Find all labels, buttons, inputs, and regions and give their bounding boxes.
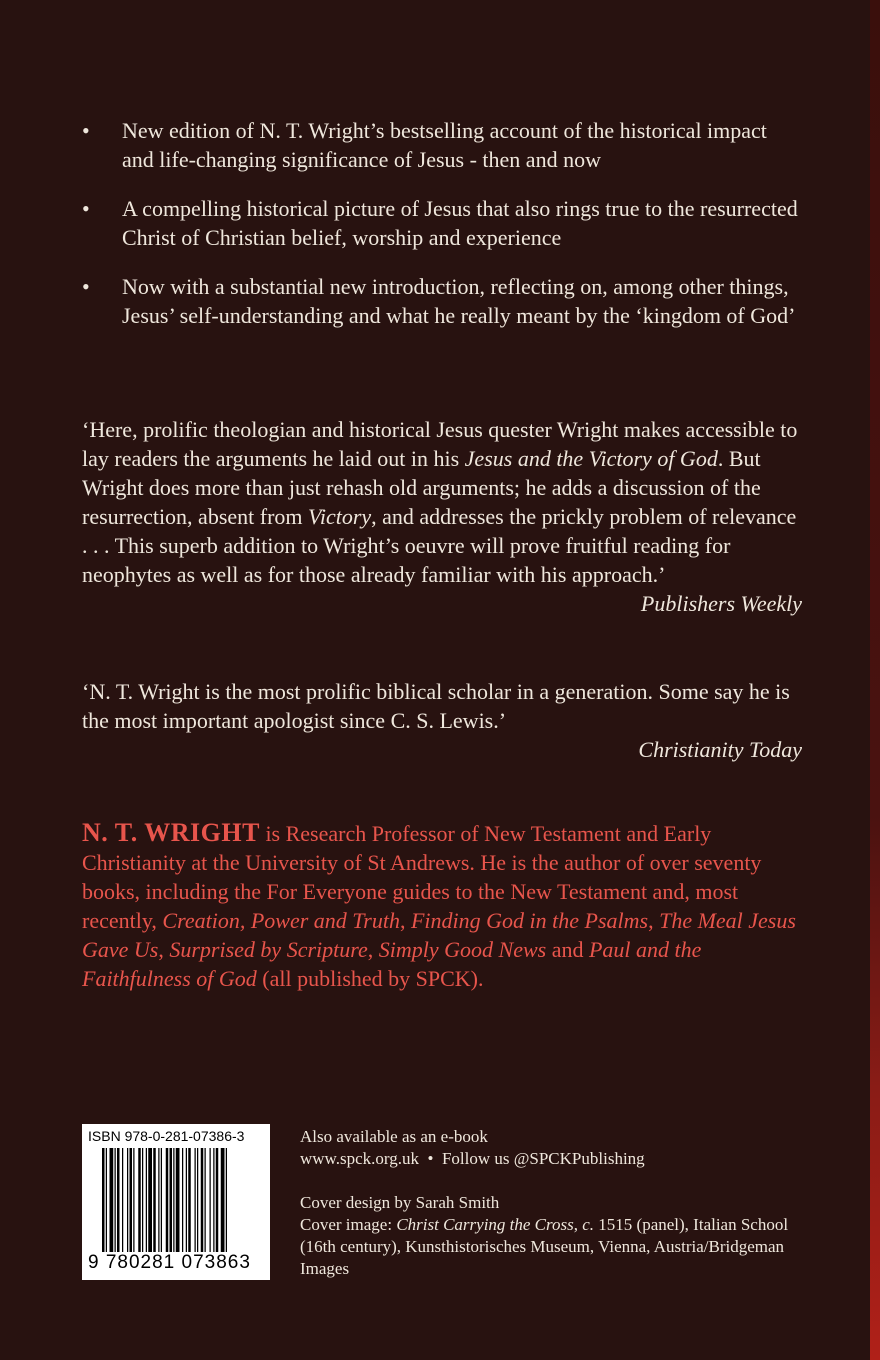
bullet-icon: • — [82, 196, 90, 221]
barcode-bar — [146, 1148, 147, 1252]
feature-bullet-list — [82, 116, 802, 350]
book-title-italic: Victory — [308, 504, 372, 529]
isbn-label: ISBN 978-0-281-07386-3 — [88, 1128, 245, 1144]
bio-text-segment: (all published by SPCK). — [256, 966, 484, 991]
feature-bullet — [82, 116, 802, 174]
feature-bullet — [82, 272, 802, 330]
publisher-website: www.spck.org.uk — [300, 1149, 419, 1168]
feature-bullet-text: New edition of N. T. Wright’s bestselling account of the historical impact and life-changing significance of Jesus - then and now — [122, 118, 767, 172]
barcode-bar — [148, 1148, 152, 1252]
barcode-bar — [110, 1148, 114, 1252]
isbn-digits: 9 780281 073863 — [88, 1252, 251, 1273]
barcode-bar — [133, 1148, 134, 1252]
publisher-links — [300, 1148, 820, 1170]
ebook-availability: Also available as an e-book — [300, 1127, 488, 1146]
barcode-bar — [142, 1148, 143, 1252]
bio-text-segment: , — [648, 908, 660, 933]
barcode-bar — [170, 1148, 173, 1252]
book-title-italic: Paul and the Faithfulness of God — [82, 937, 702, 991]
book-title-italic: Surprised by Scripture — [169, 937, 368, 962]
review-source: Publishers Weekly — [640, 591, 802, 616]
barcode-bar — [127, 1148, 128, 1252]
barcode-bar — [158, 1148, 159, 1252]
barcode-bar — [102, 1148, 105, 1252]
barcode-bar — [197, 1148, 198, 1252]
publisher-info — [300, 1126, 820, 1280]
bio-text-segment: , — [158, 937, 170, 962]
barcode-bar — [122, 1148, 123, 1252]
feature-bullet-text: A compelling historical picture of Jesus that also rings true to the resurrected Christ of Christian belief, worship and experience — [122, 196, 798, 250]
bio-text-segment: , — [399, 908, 411, 933]
book-title-italic: Simply Good News — [378, 937, 547, 962]
barcode-bar — [117, 1148, 120, 1252]
spine-edge — [870, 0, 880, 1360]
credit-text-segment: 1515 (panel), Italian School (16th century), Kunsthistorisches Museum, Vienna, Austria/Bridgeman Images — [300, 1215, 789, 1278]
feature-bullet — [82, 194, 802, 252]
author-name: N. T. WRIGHT — [82, 818, 260, 847]
barcode-bar — [138, 1148, 141, 1252]
barcode-bar — [186, 1148, 187, 1252]
barcode-bar — [221, 1148, 225, 1252]
circa-italic: c. — [582, 1215, 595, 1234]
barcode-bar — [115, 1148, 116, 1252]
review-quote-publishers-weekly — [82, 415, 802, 618]
quote-text-segment: ‘Here, prolific theologian and historical Jesus quester Wright makes accessible to lay readers the arguments he laid out in his — [82, 417, 798, 471]
author-bio — [82, 818, 802, 993]
barcode-bar — [176, 1148, 180, 1252]
book-title-italic: Creation, Power and Truth — [162, 908, 400, 933]
barcode-bar — [213, 1148, 214, 1252]
review-quote-text: ‘N. T. Wright is the most prolific biblical scholar in a generation. Some say he is the most important apologist since C. S. Lewis.’ — [82, 679, 790, 733]
bio-text-segment: is Research Professor of New Testament and Early Christianity at the University of St Andrews. He is the author of over seventy books, including the For Everyone guides to the New Testament and, most recently, — [82, 821, 762, 933]
book-title-italic: Finding God in the Psalms — [410, 908, 649, 933]
barcode-bar — [182, 1148, 183, 1252]
barcode-bar — [188, 1148, 191, 1252]
review-quote-christianity-today — [82, 677, 802, 764]
barcode-bar — [161, 1148, 162, 1252]
bio-text-segment: , — [367, 937, 379, 962]
isbn-barcode — [82, 1124, 270, 1280]
credit-text-segment: , — [573, 1215, 583, 1234]
quote-text-segment: . But Wright does more than just rehash old arguments; he adds a discussion of the resurrection, absent from — [82, 446, 761, 529]
cover-design-credit: Cover design by Sarah Smith — [300, 1193, 500, 1212]
separator-dot: • — [427, 1149, 434, 1168]
barcode-bar — [201, 1148, 204, 1252]
credit-text-segment: Cover image: — [300, 1215, 397, 1234]
quote-text-segment: , and addresses the prickly problem of relevance . . . This superb addition to Wright’s oeuvre will prove fruitful reading for neophytes as well as for those already familiar with his approach.’ — [82, 504, 797, 587]
feature-bullet-text: Now with a substantial new introduction, reflecting on, among other things, Jesus’ self-understanding and what he really meant by the ‘kingdom of God’ — [122, 274, 796, 328]
review-quote-text — [82, 415, 802, 589]
spacer — [300, 1170, 820, 1192]
barcode-bar — [153, 1148, 156, 1252]
social-handle: Follow us @SPCKPublishing — [441, 1149, 645, 1168]
barcode-bar — [216, 1148, 219, 1252]
barcode-bar — [166, 1148, 169, 1252]
barcode-bar — [205, 1148, 206, 1252]
artwork-title-italic: Christ Carrying the Cross — [396, 1215, 574, 1234]
book-title-italic: The Meal Jesus Gave Us — [82, 908, 796, 962]
review-source: Christianity Today — [638, 737, 802, 762]
barcode-bar — [173, 1148, 174, 1252]
bullet-icon: • — [82, 274, 90, 299]
barcode-bar — [130, 1148, 133, 1252]
book-title-italic: Jesus and the Victory of God — [464, 446, 718, 471]
bullet-icon: • — [82, 118, 90, 143]
barcode-bars — [102, 1148, 264, 1252]
barcode-bar — [106, 1148, 107, 1252]
barcode-bar — [226, 1148, 227, 1252]
barcode-bar — [210, 1148, 211, 1252]
bio-text-segment: and — [546, 937, 589, 962]
barcode-bar — [195, 1148, 196, 1252]
cover-image-credit — [300, 1214, 820, 1280]
